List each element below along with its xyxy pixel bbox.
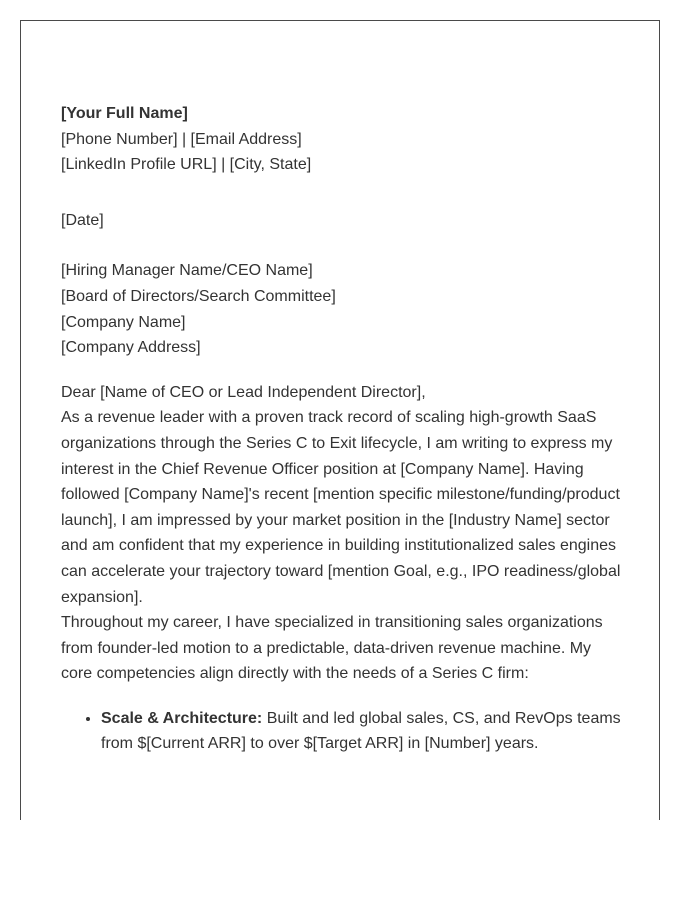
sender-name: [Your Full Name]: [61, 105, 188, 122]
recipient-company: [Company Name]: [61, 313, 186, 331]
sender-contact: [Phone Number] | [Email Address]: [61, 130, 302, 148]
paragraph-line: followed [Company Name]'s recent [mention specific milestone/funding/product: [61, 486, 620, 504]
recipient-board: [Board of Directors/Search Committee]: [61, 287, 336, 305]
paragraph-career: [61, 610, 626, 687]
paragraph-line: and am confident that my experience in building institutionalized sales engines: [61, 537, 617, 555]
letter-page: [20, 20, 660, 820]
salutation: [61, 380, 626, 406]
paragraph-line: expansion].: [61, 588, 143, 606]
date-block: [61, 208, 626, 234]
competency-list: [61, 706, 626, 757]
paragraph-line: As a revenue leader with a proven track record of scaling high-growth SaaS: [61, 409, 597, 427]
bullet-text: Built and led global sales, CS, and RevOps teams: [262, 709, 621, 727]
paragraph-line: core competencies align directly with the needs of a Series C firm:: [61, 665, 529, 683]
bullet-first-line: [101, 710, 621, 727]
salutation-text: Dear [Name of CEO or Lead Independent Director],: [61, 383, 426, 401]
list-item: [101, 706, 626, 757]
paragraph-intro: [61, 405, 626, 610]
paragraph-line: can accelerate your trajectory toward [mention Goal, e.g., IPO readiness/global: [61, 562, 621, 580]
letter-content: [61, 101, 626, 757]
paragraph-line: from founder-led motion to a predictable, data-driven revenue machine. My: [61, 639, 592, 657]
paragraph-line: interest in the Chief Revenue Officer position at [Company Name]. Having: [61, 460, 584, 478]
sender-profile: [LinkedIn Profile URL] | [City, State]: [61, 156, 312, 174]
paragraph-line: organizations through the Series C to Exit lifecycle, I am writing to express my: [61, 434, 613, 452]
bullet-title: Scale & Architecture:: [101, 709, 263, 727]
letter-date: [Date]: [61, 211, 104, 229]
bullet-text-continued: from $[Current ARR] to over $[Target ARR] in [Number] years.: [101, 735, 539, 753]
recipient-address: [Company Address]: [61, 339, 201, 357]
paragraph-line: launch], I am impressed by your market position in the [Industry Name] sector: [61, 511, 610, 529]
recipient-block: [61, 258, 626, 360]
sender-block: [61, 101, 626, 178]
recipient-name: [Hiring Manager Name/CEO Name]: [61, 262, 313, 280]
paragraph-line: Throughout my career, I have specialized in transitioning sales organizations: [61, 614, 603, 632]
